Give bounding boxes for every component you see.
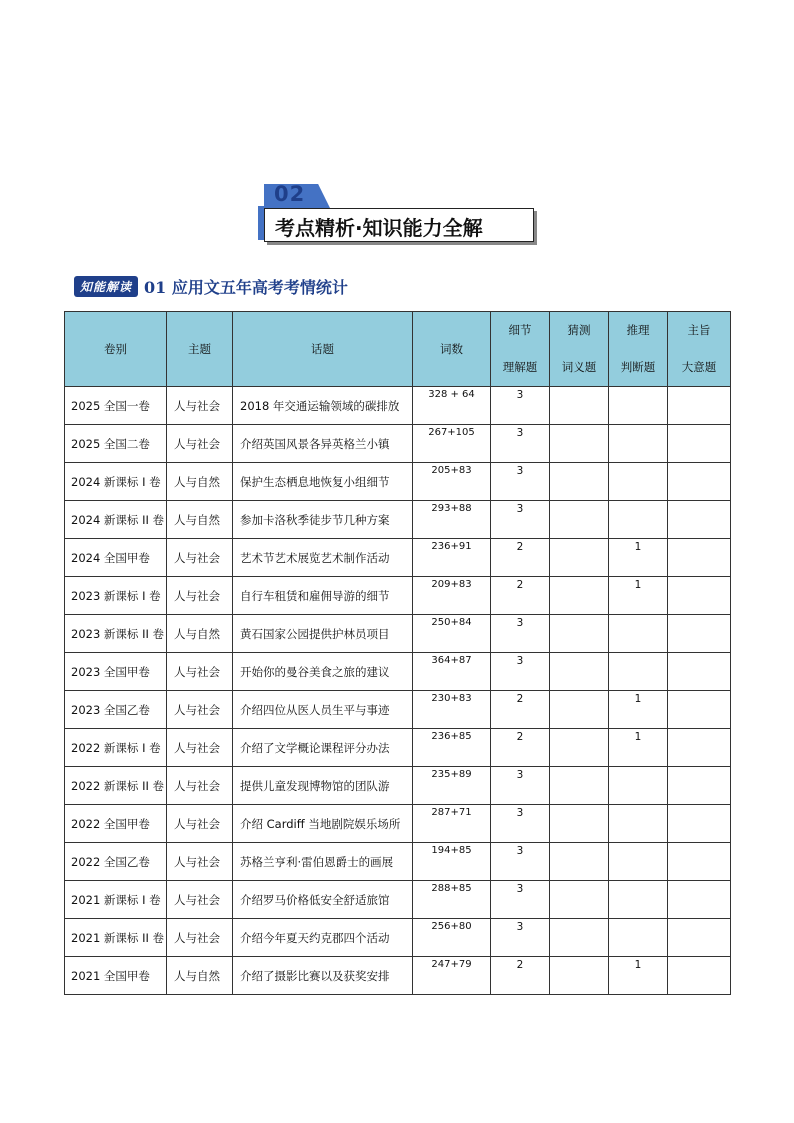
cell-guess-count	[550, 881, 609, 919]
cell-infer-count	[609, 843, 668, 881]
header-words: 词数	[413, 312, 491, 387]
cell-topic: 提供儿童发现博物馆的团队游	[233, 767, 413, 805]
cell-theme: 人与社会	[167, 767, 233, 805]
table-body	[65, 387, 731, 995]
cell-guess-count	[550, 577, 609, 615]
table-row	[65, 653, 731, 691]
cell-topic: 艺术节艺术展览艺术制作活动	[233, 539, 413, 577]
cell-main-count	[668, 577, 731, 615]
cell-detail-count: 3	[491, 425, 550, 463]
cell-main-count	[668, 881, 731, 919]
header-detail-line2: 理解题	[502, 360, 538, 374]
cell-paper: 2021 新课标 II 卷	[65, 919, 167, 957]
cell-topic: 苏格兰亨利·雷伯恩爵士的画展	[233, 843, 413, 881]
cell-detail-count: 3	[491, 767, 550, 805]
header-detail-line1: 细节	[508, 323, 532, 337]
cell-detail-count: 2	[491, 577, 550, 615]
cell-words: 194+85	[413, 843, 491, 881]
cell-infer-count	[609, 881, 668, 919]
cell-theme: 人与自然	[167, 501, 233, 539]
cell-paper: 2022 全国甲卷	[65, 805, 167, 843]
cell-guess-count	[550, 387, 609, 425]
table-row	[65, 691, 731, 729]
cell-guess-count	[550, 805, 609, 843]
cell-guess-count	[550, 615, 609, 653]
header-main-line1: 主旨	[687, 323, 711, 337]
cell-words: 364+87	[413, 653, 491, 691]
cell-words: 288+85	[413, 881, 491, 919]
cell-main-count	[668, 805, 731, 843]
cell-theme: 人与社会	[167, 919, 233, 957]
cell-theme: 人与自然	[167, 957, 233, 995]
cell-words: 256+80	[413, 919, 491, 957]
cell-words: 236+91	[413, 539, 491, 577]
cell-topic: 介绍了摄影比赛以及获奖安排	[233, 957, 413, 995]
cell-topic: 介绍罗马价格低安全舒适旅馆	[233, 881, 413, 919]
cell-infer-count	[609, 919, 668, 957]
cell-main-count	[668, 767, 731, 805]
cell-topic: 2018 年交通运输领域的碳排放	[233, 387, 413, 425]
header-main	[668, 312, 731, 387]
table-row	[65, 387, 731, 425]
cell-theme: 人与社会	[167, 729, 233, 767]
cell-detail-count: 3	[491, 805, 550, 843]
section-banner	[264, 184, 536, 242]
table-row	[65, 463, 731, 501]
cell-main-count	[668, 539, 731, 577]
cell-theme: 人与社会	[167, 425, 233, 463]
cell-paper: 2023 新课标 II 卷	[65, 615, 167, 653]
cell-topic: 开始你的曼谷美食之旅的建议	[233, 653, 413, 691]
cell-guess-count	[550, 501, 609, 539]
cell-paper: 2022 新课标 II 卷	[65, 767, 167, 805]
cell-paper: 2023 全国乙卷	[65, 691, 167, 729]
cell-theme: 人与自然	[167, 615, 233, 653]
cell-infer-count: 1	[609, 577, 668, 615]
cell-topic: 介绍了文学概论课程评分办法	[233, 729, 413, 767]
section-title: 考点精析·知识能力全解	[275, 216, 483, 240]
cell-detail-count: 3	[491, 919, 550, 957]
cell-topic: 参加卡洛秋季徒步节几种方案	[233, 501, 413, 539]
cell-infer-count	[609, 387, 668, 425]
header-infer-line1: 推理	[626, 323, 650, 337]
cell-detail-count: 3	[491, 501, 550, 539]
cell-detail-count: 3	[491, 463, 550, 501]
header-infer	[609, 312, 668, 387]
table-row	[65, 729, 731, 767]
cell-words: 267+105	[413, 425, 491, 463]
cell-topic: 保护生态栖息地恢复小组细节	[233, 463, 413, 501]
cell-main-count	[668, 729, 731, 767]
cell-theme: 人与社会	[167, 577, 233, 615]
cell-infer-count: 1	[609, 729, 668, 767]
header-guess-line1: 猜测	[567, 323, 591, 337]
table-row	[65, 805, 731, 843]
table-row	[65, 615, 731, 653]
cell-topic: 自行车租赁和雇佣导游的细节	[233, 577, 413, 615]
header-guess-line2: 词义题	[561, 360, 597, 374]
cell-topic: 介绍四位从医人员生平与事迹	[233, 691, 413, 729]
cell-main-count	[668, 615, 731, 653]
cell-infer-count: 1	[609, 957, 668, 995]
cell-detail-count: 2	[491, 691, 550, 729]
cell-words: 209+83	[413, 577, 491, 615]
cell-main-count	[668, 957, 731, 995]
cell-guess-count	[550, 957, 609, 995]
table-row	[65, 501, 731, 539]
cell-paper: 2021 全国甲卷	[65, 957, 167, 995]
cell-theme: 人与社会	[167, 805, 233, 843]
cell-words: 250+84	[413, 615, 491, 653]
cell-topic: 介绍今年夏天约克郡四个活动	[233, 919, 413, 957]
cell-detail-count: 3	[491, 615, 550, 653]
subheading-tag: 知能解读	[74, 276, 138, 297]
cell-guess-count	[550, 691, 609, 729]
table-row	[65, 767, 731, 805]
cell-infer-count: 1	[609, 539, 668, 577]
cell-paper: 2023 新课标 I 卷	[65, 577, 167, 615]
header-topic: 话题	[233, 312, 413, 387]
table-row	[65, 425, 731, 463]
cell-detail-count: 3	[491, 387, 550, 425]
cell-guess-count	[550, 539, 609, 577]
cell-main-count	[668, 919, 731, 957]
cell-words: 230+83	[413, 691, 491, 729]
cell-topic: 黄石国家公园提供护林员项目	[233, 615, 413, 653]
table-row	[65, 577, 731, 615]
cell-detail-count: 2	[491, 729, 550, 767]
cell-theme: 人与社会	[167, 387, 233, 425]
cell-paper: 2021 新课标 I 卷	[65, 881, 167, 919]
cell-main-count	[668, 425, 731, 463]
cell-words: 205+83	[413, 463, 491, 501]
cell-guess-count	[550, 729, 609, 767]
table-row	[65, 843, 731, 881]
cell-theme: 人与社会	[167, 653, 233, 691]
cell-infer-count	[609, 653, 668, 691]
cell-paper: 2023 全国甲卷	[65, 653, 167, 691]
cell-words: 293+88	[413, 501, 491, 539]
header-paper: 卷别	[65, 312, 167, 387]
cell-infer-count	[609, 425, 668, 463]
cell-main-count	[668, 387, 731, 425]
cell-words: 236+85	[413, 729, 491, 767]
cell-detail-count: 2	[491, 539, 550, 577]
cell-theme: 人与社会	[167, 881, 233, 919]
section-number: 02	[274, 182, 306, 206]
cell-paper: 2025 全国二卷	[65, 425, 167, 463]
cell-theme: 人与社会	[167, 691, 233, 729]
subheading	[74, 275, 348, 297]
cell-guess-count	[550, 653, 609, 691]
cell-main-count	[668, 691, 731, 729]
cell-detail-count: 2	[491, 957, 550, 995]
header-guess	[550, 312, 609, 387]
table-row	[65, 957, 731, 995]
table-row	[65, 919, 731, 957]
cell-guess-count	[550, 425, 609, 463]
cell-paper: 2024 新课标 II 卷	[65, 501, 167, 539]
cell-theme: 人与自然	[167, 463, 233, 501]
cell-main-count	[668, 843, 731, 881]
table-header-row	[65, 312, 731, 387]
cell-words: 328 + 64	[413, 387, 491, 425]
cell-infer-count: 1	[609, 691, 668, 729]
cell-topic: 介绍英国风景各异英格兰小镇	[233, 425, 413, 463]
cell-infer-count	[609, 767, 668, 805]
cell-guess-count	[550, 919, 609, 957]
cell-main-count	[668, 653, 731, 691]
cell-paper: 2022 新课标 I 卷	[65, 729, 167, 767]
banner-box	[264, 208, 534, 242]
cell-infer-count	[609, 463, 668, 501]
cell-infer-count	[609, 615, 668, 653]
cell-words: 235+89	[413, 767, 491, 805]
cell-guess-count	[550, 463, 609, 501]
cell-theme: 人与社会	[167, 539, 233, 577]
cell-paper: 2024 新课标 I 卷	[65, 463, 167, 501]
cell-guess-count	[550, 767, 609, 805]
cell-words: 247+79	[413, 957, 491, 995]
cell-detail-count: 3	[491, 881, 550, 919]
cell-words: 287+71	[413, 805, 491, 843]
exam-stats-table	[64, 311, 731, 995]
cell-paper: 2022 全国乙卷	[65, 843, 167, 881]
header-main-line2: 大意题	[681, 360, 717, 374]
cell-detail-count: 3	[491, 653, 550, 691]
header-infer-line2: 判断题	[620, 360, 656, 374]
table-row	[65, 881, 731, 919]
cell-detail-count: 3	[491, 843, 550, 881]
cell-infer-count	[609, 805, 668, 843]
cell-guess-count	[550, 843, 609, 881]
cell-main-count	[668, 463, 731, 501]
header-detail	[491, 312, 550, 387]
cell-paper: 2025 全国一卷	[65, 387, 167, 425]
cell-topic: 介绍 Cardiff 当地剧院娱乐场所	[233, 805, 413, 843]
header-theme: 主题	[167, 312, 233, 387]
subheading-text: 01 应用文五年高考考情统计	[144, 277, 348, 297]
cell-infer-count	[609, 501, 668, 539]
table-row	[65, 539, 731, 577]
cell-main-count	[668, 501, 731, 539]
cell-theme: 人与社会	[167, 843, 233, 881]
cell-paper: 2024 全国甲卷	[65, 539, 167, 577]
